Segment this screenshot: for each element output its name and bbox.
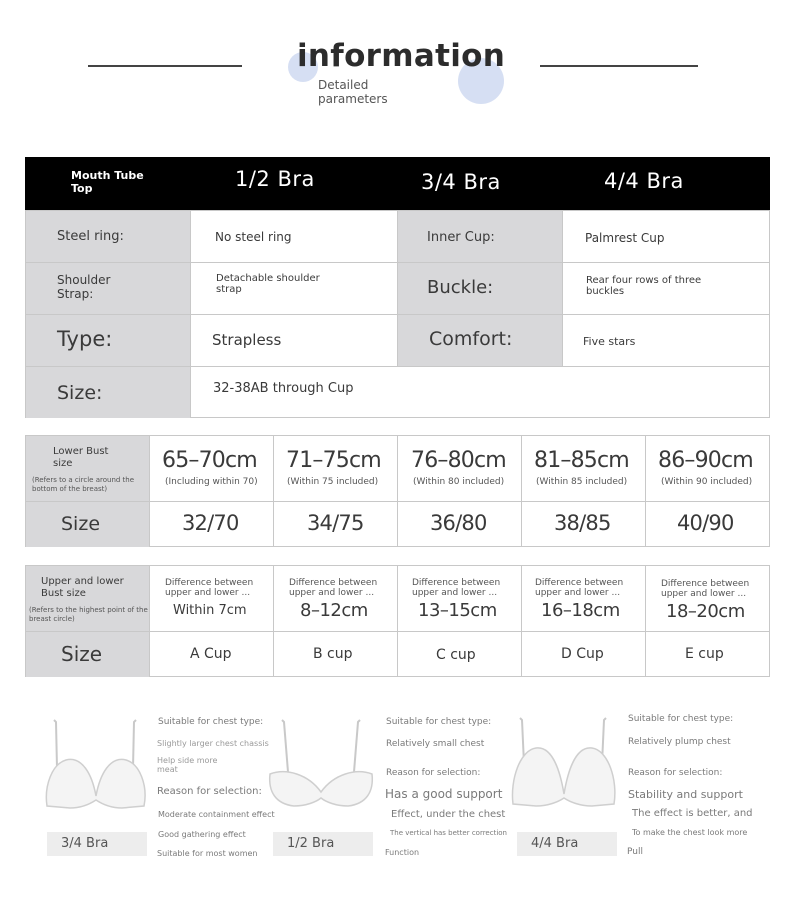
lower-bust-range-cell bbox=[522, 436, 646, 502]
band-size-cell bbox=[522, 502, 646, 547]
cup-cell bbox=[646, 632, 770, 677]
buckle-value-line-2: buckles bbox=[586, 286, 625, 297]
band-size: 36/80 bbox=[430, 511, 487, 535]
header-divider-right bbox=[540, 65, 698, 67]
bust-difference-caption bbox=[535, 578, 623, 598]
lower-bust-label-cell bbox=[26, 436, 150, 502]
lower-bust-range: 65–70cm bbox=[162, 448, 257, 473]
comfort-value: Five stars bbox=[583, 335, 636, 348]
full-bra-label: 4/4 Bra bbox=[517, 832, 617, 856]
lower-bust-range: 76–80cm bbox=[411, 448, 506, 473]
lower-bust-range-note: (Within 75 included) bbox=[287, 477, 379, 487]
band-size-cell bbox=[150, 502, 274, 547]
bust-difference-cell bbox=[646, 566, 770, 632]
lower-bust-range: 71–75cm bbox=[286, 448, 381, 473]
band-size: 32/70 bbox=[182, 511, 239, 535]
comfort-value-cell bbox=[563, 315, 770, 367]
difference-caption-line-2: upper and lower ... bbox=[165, 588, 251, 598]
bust-difference-caption bbox=[661, 579, 749, 599]
bust-difference-value: 8–12cm bbox=[300, 600, 368, 621]
cup-value: D Cup bbox=[561, 646, 604, 662]
cup-value: C cup bbox=[436, 647, 476, 663]
lower-bust-range-note: (Within 90 included) bbox=[661, 477, 753, 487]
size-value: 32-38AB through Cup bbox=[213, 381, 354, 396]
spec-table-header bbox=[25, 157, 770, 210]
shoulder-strap-label bbox=[57, 273, 110, 301]
cup-cell bbox=[150, 632, 274, 677]
upper-lower-note bbox=[29, 606, 148, 624]
product-desc-line: Help side more bbox=[157, 756, 218, 765]
product-desc-line: Has a good support bbox=[385, 787, 503, 801]
lower-bust-range-cell bbox=[646, 436, 770, 502]
difference-caption-line-2: upper and lower ... bbox=[661, 589, 747, 599]
shoulder-strap-label-cell bbox=[26, 263, 191, 315]
bust-difference-value: 18–20cm bbox=[666, 601, 745, 622]
product-desc-line: Pull bbox=[627, 847, 643, 857]
bust-difference-cell bbox=[150, 566, 274, 632]
header-col-half-bra: 1/2 Bra bbox=[235, 167, 315, 191]
lower-bust-label-line-2: size bbox=[53, 458, 73, 469]
type-value-cell bbox=[191, 315, 398, 367]
cup-cell bbox=[398, 632, 522, 677]
band-size-cell bbox=[646, 502, 770, 547]
full-bra-image bbox=[510, 714, 618, 810]
buckle-value-line-1: Rear four rows of three bbox=[586, 275, 702, 286]
lower-bust-note-line-2: bottom of the breast) bbox=[32, 485, 108, 493]
lower-bust-table bbox=[25, 435, 770, 547]
upper-lower-note-line-1: (Refers to the highest point of the bbox=[29, 606, 148, 614]
product-desc-line: Good gathering effect bbox=[158, 830, 246, 839]
product-desc-line: The effect is better, and bbox=[632, 808, 753, 819]
difference-caption-line-1: Difference between bbox=[535, 578, 624, 588]
header-col-three-quarter-bra: 3/4 Bra bbox=[421, 170, 501, 194]
lower-bust-range-cell bbox=[274, 436, 398, 502]
lower-bust-range-note: (Within 85 included) bbox=[536, 477, 628, 487]
buckle-label-cell bbox=[398, 263, 563, 315]
upper-lower-label bbox=[41, 576, 124, 600]
three-quarter-bra-label: 3/4 Bra bbox=[47, 832, 147, 856]
shoulder-strap-value-cell bbox=[191, 263, 398, 315]
lower-bust-note bbox=[32, 476, 134, 494]
product-desc-line: Reason for selection: bbox=[628, 768, 723, 778]
upper-lower-label-line-2: Bust size bbox=[41, 588, 86, 599]
lower-bust-range-note: (Including within 70) bbox=[165, 477, 258, 487]
product-desc-line: Suitable for chest type: bbox=[628, 714, 734, 724]
band-size-cell bbox=[398, 502, 522, 547]
band-size: 34/75 bbox=[307, 511, 364, 535]
buckle-value-cell bbox=[563, 263, 770, 315]
header-label-line-2: Top bbox=[71, 182, 93, 195]
type-value: Strapless bbox=[212, 331, 282, 349]
difference-caption-line-2: upper and lower ... bbox=[412, 588, 498, 598]
lower-bust-range-note: (Within 80 included) bbox=[413, 477, 505, 487]
steel-ring-label-cell bbox=[26, 211, 191, 263]
product-desc-line: meat bbox=[157, 765, 178, 774]
half-bra-image bbox=[266, 716, 376, 810]
lower-size-label: Size bbox=[61, 513, 101, 535]
comfort-label-cell bbox=[398, 315, 563, 367]
type-label-cell bbox=[26, 315, 191, 367]
comfort-label: Comfort: bbox=[429, 328, 513, 350]
size-label-cell bbox=[26, 367, 191, 418]
lower-bust-note-line-1: (Refers to a circle around the bbox=[32, 476, 135, 484]
steel-ring-value-cell bbox=[191, 211, 398, 263]
band-size: 40/90 bbox=[677, 511, 734, 535]
product-desc-line: Suitable for chest type: bbox=[386, 717, 492, 727]
lower-bust-range: 81–85cm bbox=[534, 448, 629, 473]
inner-cup-label: Inner Cup: bbox=[427, 230, 495, 245]
difference-caption-line-1: Difference between bbox=[661, 579, 750, 589]
bust-difference-cell bbox=[398, 566, 522, 632]
three-quarter-bra-image bbox=[44, 716, 148, 812]
bust-difference-value: 13–15cm bbox=[418, 600, 497, 621]
upper-lower-note-line-2: breast circle) bbox=[29, 615, 75, 623]
product-desc-line: Moderate containment effect bbox=[158, 810, 275, 819]
difference-caption-line-2: upper and lower ... bbox=[289, 588, 375, 598]
cup-value: A Cup bbox=[190, 646, 232, 662]
difference-caption-line-1: Difference between bbox=[289, 578, 378, 588]
cup-value: B cup bbox=[313, 646, 353, 662]
product-desc-line: Reason for selection: bbox=[386, 768, 481, 778]
lower-bust-range: 86–90cm bbox=[658, 448, 753, 473]
size-label: Size: bbox=[57, 382, 103, 404]
product-desc-line: To make the chest look more bbox=[632, 828, 748, 837]
header-label bbox=[71, 169, 144, 195]
lower-bust-label bbox=[53, 446, 108, 470]
buckle-label: Buckle: bbox=[427, 277, 494, 298]
spec-table bbox=[25, 210, 770, 418]
header-label-line-1: Mouth Tube bbox=[71, 169, 144, 182]
bust-difference-caption bbox=[412, 578, 500, 598]
inner-cup-label-cell bbox=[398, 211, 563, 263]
band-size: 38/85 bbox=[554, 511, 611, 535]
difference-caption-line-1: Difference between bbox=[412, 578, 501, 588]
shoulder-label-line-1: Shoulder bbox=[57, 273, 111, 287]
bust-difference-caption bbox=[289, 578, 377, 598]
cup-value: E cup bbox=[685, 646, 724, 662]
bust-difference-cell bbox=[522, 566, 646, 632]
buckle-value bbox=[586, 275, 701, 297]
upper-lower-label-line-1: Upper and lower bbox=[41, 576, 124, 587]
shoulder-strap-value bbox=[216, 273, 320, 295]
product-desc-line: Relatively plump chest bbox=[628, 737, 731, 747]
cup-size-label-cell bbox=[26, 632, 150, 677]
page-title: information bbox=[297, 38, 506, 74]
cup-cell bbox=[522, 632, 646, 677]
subtitle-line-2: parameters bbox=[318, 92, 388, 106]
cup-size-table bbox=[25, 565, 770, 677]
product-desc-line: Reason for selection: bbox=[157, 786, 262, 797]
product-desc-line: Relatively small chest bbox=[386, 739, 485, 749]
half-bra-label: 1/2 Bra bbox=[273, 832, 373, 856]
product-desc-line: Suitable for chest type: bbox=[158, 717, 264, 727]
product-desc-line: Suitable for most women bbox=[157, 849, 258, 858]
inner-cup-value-cell bbox=[563, 211, 770, 263]
size-value-cell bbox=[191, 367, 770, 418]
page-subtitle bbox=[318, 78, 388, 106]
header-col-full-bra: 4/4 Bra bbox=[604, 169, 684, 193]
bust-difference-cell bbox=[274, 566, 398, 632]
inner-cup-value: Palmrest Cup bbox=[585, 231, 665, 245]
type-label: Type: bbox=[57, 327, 113, 351]
difference-caption-line-1: Difference between bbox=[165, 578, 254, 588]
band-size-cell bbox=[274, 502, 398, 547]
product-desc-line: Stability and support bbox=[628, 788, 743, 801]
cup-size-label: Size bbox=[61, 642, 103, 666]
product-desc-line: Effect, under the chest bbox=[391, 809, 506, 820]
cup-cell bbox=[274, 632, 398, 677]
shoulder-value-line-1: Detachable shoulder bbox=[216, 273, 320, 284]
lower-bust-label-line-1: Lower Bust bbox=[53, 446, 109, 457]
steel-ring-label: Steel ring: bbox=[57, 229, 124, 244]
steel-ring-value: No steel ring bbox=[215, 230, 292, 244]
bust-difference-caption bbox=[165, 578, 253, 598]
shoulder-label-line-2: Strap: bbox=[57, 287, 94, 301]
upper-lower-label-cell bbox=[26, 566, 150, 632]
lower-bust-range-cell bbox=[150, 436, 274, 502]
product-desc-line: The vertical has better correction bbox=[390, 829, 507, 837]
product-desc-line: Function bbox=[385, 848, 420, 857]
bust-difference-value: Within 7cm bbox=[173, 603, 247, 618]
header-divider-left bbox=[88, 65, 242, 67]
lower-bust-range-cell bbox=[398, 436, 522, 502]
difference-caption-line-2: upper and lower ... bbox=[535, 588, 621, 598]
product-desc-line: Slightly larger chest chassis bbox=[157, 739, 269, 748]
shoulder-value-line-2: strap bbox=[216, 284, 242, 295]
subtitle-line-1: Detailed bbox=[318, 78, 369, 92]
bust-difference-value: 16–18cm bbox=[541, 600, 620, 621]
lower-size-label-cell bbox=[26, 502, 150, 547]
